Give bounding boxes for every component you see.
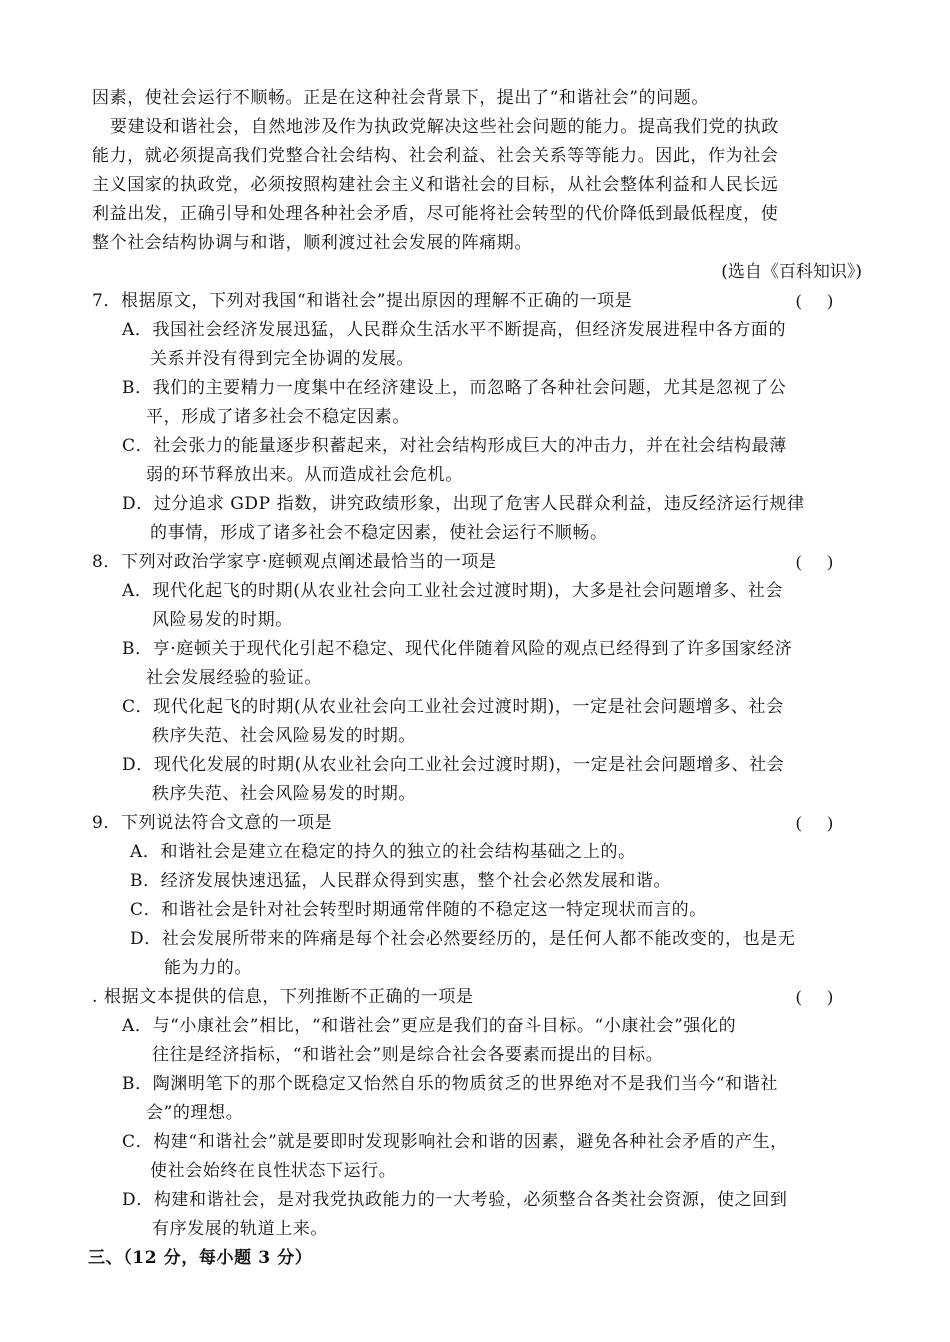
option-line: 往往是经济指标，“和谐社会”则是综合社会各要素而提出的目标。 bbox=[152, 1045, 664, 1065]
option-line: C．现代化起飞的时期(从农业社会向工业社会过渡时期)，一定是社会问题增多、社会 bbox=[122, 697, 784, 717]
option-line: 使社会始终在良性状态下运行。 bbox=[150, 1161, 397, 1181]
option-line: D．现代化发展的时期(从农业社会向工业社会过渡时期)，一定是社会问题增多、社会 bbox=[122, 755, 785, 775]
option-line: 弱的环节释放出来。从而造成社会危机。 bbox=[146, 465, 463, 485]
option-line: 会”的理想。 bbox=[146, 1103, 244, 1123]
passage-line: 因素，使社会运行不顺畅。正是在这种社会背景下，提出了“和谐社会”的问题。 bbox=[92, 88, 709, 108]
option-line: C．和谐社会是针对社会转型时期通常伴随的不稳定这一特定现状而言的。 bbox=[130, 900, 707, 920]
question-stem: 9．下列说法符合文意的一项是 bbox=[92, 813, 333, 833]
question-stem: 8．下列对政治学家亨·庭顿观点阐述最恰当的一项是 bbox=[92, 552, 497, 572]
option-line: B．经济发展快速迅猛，人民群众得到实惠，整个社会必然发展和谐。 bbox=[130, 871, 672, 891]
passage-line: 主义国家的执政党，必须按照构建社会主义和谐社会的目标，从社会整体利益和人民长远 bbox=[92, 175, 779, 195]
answer-blank: ( ) bbox=[796, 813, 833, 832]
option-line: D．过分追求 GDP 指数，讲究政绩形象，出现了危害人民群众利益，违反经济运行规律 bbox=[122, 494, 805, 514]
option-line: A．现代化起飞的时期(从农业社会向工业社会过渡时期)，大多是社会问题增多、社会 bbox=[122, 581, 783, 601]
passage-line: 利益出发，正确引导和处理各种社会矛盾，尽可能将社会转型的代价降低到最低程度，使 bbox=[92, 204, 779, 224]
option-line: C．构建“和谐社会”就是要即时发现影响社会和谐的因素，避免各种社会矛盾的产生， bbox=[122, 1132, 788, 1152]
option-line: C．社会张力的能量逐步积蓄起来，对社会结构形成巨大的冲击力，并在社会结构最薄 bbox=[122, 436, 787, 456]
option-line: 有序发展的轨道上来。 bbox=[152, 1219, 328, 1239]
answer-blank: ( ) bbox=[796, 291, 833, 310]
option-line: A．与“小康社会”相比，“和谐社会”更应是我们的奋斗目标。“小康社会”强化的 bbox=[122, 1016, 737, 1036]
answer-blank: ( ) bbox=[796, 552, 833, 571]
passage-line: 整个社会结构协调与和谐，顺利渡过社会发展的阵痛期。 bbox=[92, 233, 532, 253]
option-line: 关系并没有得到完全协调的发展。 bbox=[150, 349, 414, 369]
option-line: 社会发展经验的验证。 bbox=[146, 668, 322, 688]
option-line: 的事情，形成了诸多社会不稳定因素，使社会运行不顺畅。 bbox=[150, 523, 608, 543]
option-line: D．社会发展所带来的阵痛是每个社会必然要经历的，是任何人都不能改变的，也是无 bbox=[130, 929, 796, 949]
option-line: A．和谐社会是建立在稳定的持久的独立的社会结构基础之上的。 bbox=[130, 842, 636, 862]
option-line: 风险易发的时期。 bbox=[152, 610, 293, 630]
option-line: 平，形成了诸多社会不稳定因素。 bbox=[146, 407, 410, 427]
passage-line: 能力，就必须提高我们党整合社会结构、社会利益、社会关系等等能力。因此，作为社会 bbox=[92, 146, 779, 166]
section-heading: 三、（12 分，每小题 3 分） bbox=[88, 1248, 313, 1268]
option-line: B．我们的主要精力一度集中在经济建设上，而忽略了各种社会问题，尤其是忽视了公 bbox=[122, 378, 787, 398]
option-line: B．陶渊明笔下的那个既稳定又怡然自乐的物质贫乏的世界绝对不是我们当今“和谐社 bbox=[122, 1074, 778, 1094]
option-line: B．亨·庭顿关于现代化引起不稳定、现代化伴随着风险的观点已经得到了许多国家经济 bbox=[122, 639, 793, 659]
option-line: 能为力的。 bbox=[164, 958, 252, 978]
passage-source: (选自《百科知识》) bbox=[721, 262, 862, 282]
option-line: 秩序失范、社会风险易发的时期。 bbox=[152, 784, 416, 804]
option-line: D．构建和谐社会，是对我党执政能力的一大考验，必须整合各类社会资源，使之回到 bbox=[122, 1190, 788, 1210]
option-line: A．我国社会经济发展迅猛，人民群众生活水平不断提高，但经济发展进程中各方面的 bbox=[122, 320, 787, 340]
option-line: 秩序失范、社会风险易发的时期。 bbox=[152, 726, 416, 746]
passage-line: 要建设和谐社会，自然地涉及作为执政党解决这些社会问题的能力。提高我们党的执政 bbox=[110, 117, 779, 137]
question-stem: 7．根据原文，下列对我国“和谐社会”提出原因的理解不正确的一项是 bbox=[92, 291, 633, 311]
answer-blank: ( ) bbox=[796, 987, 833, 1006]
question-stem: . 根据文本提供的信息，下列推断不正确的一项是 bbox=[92, 987, 474, 1007]
